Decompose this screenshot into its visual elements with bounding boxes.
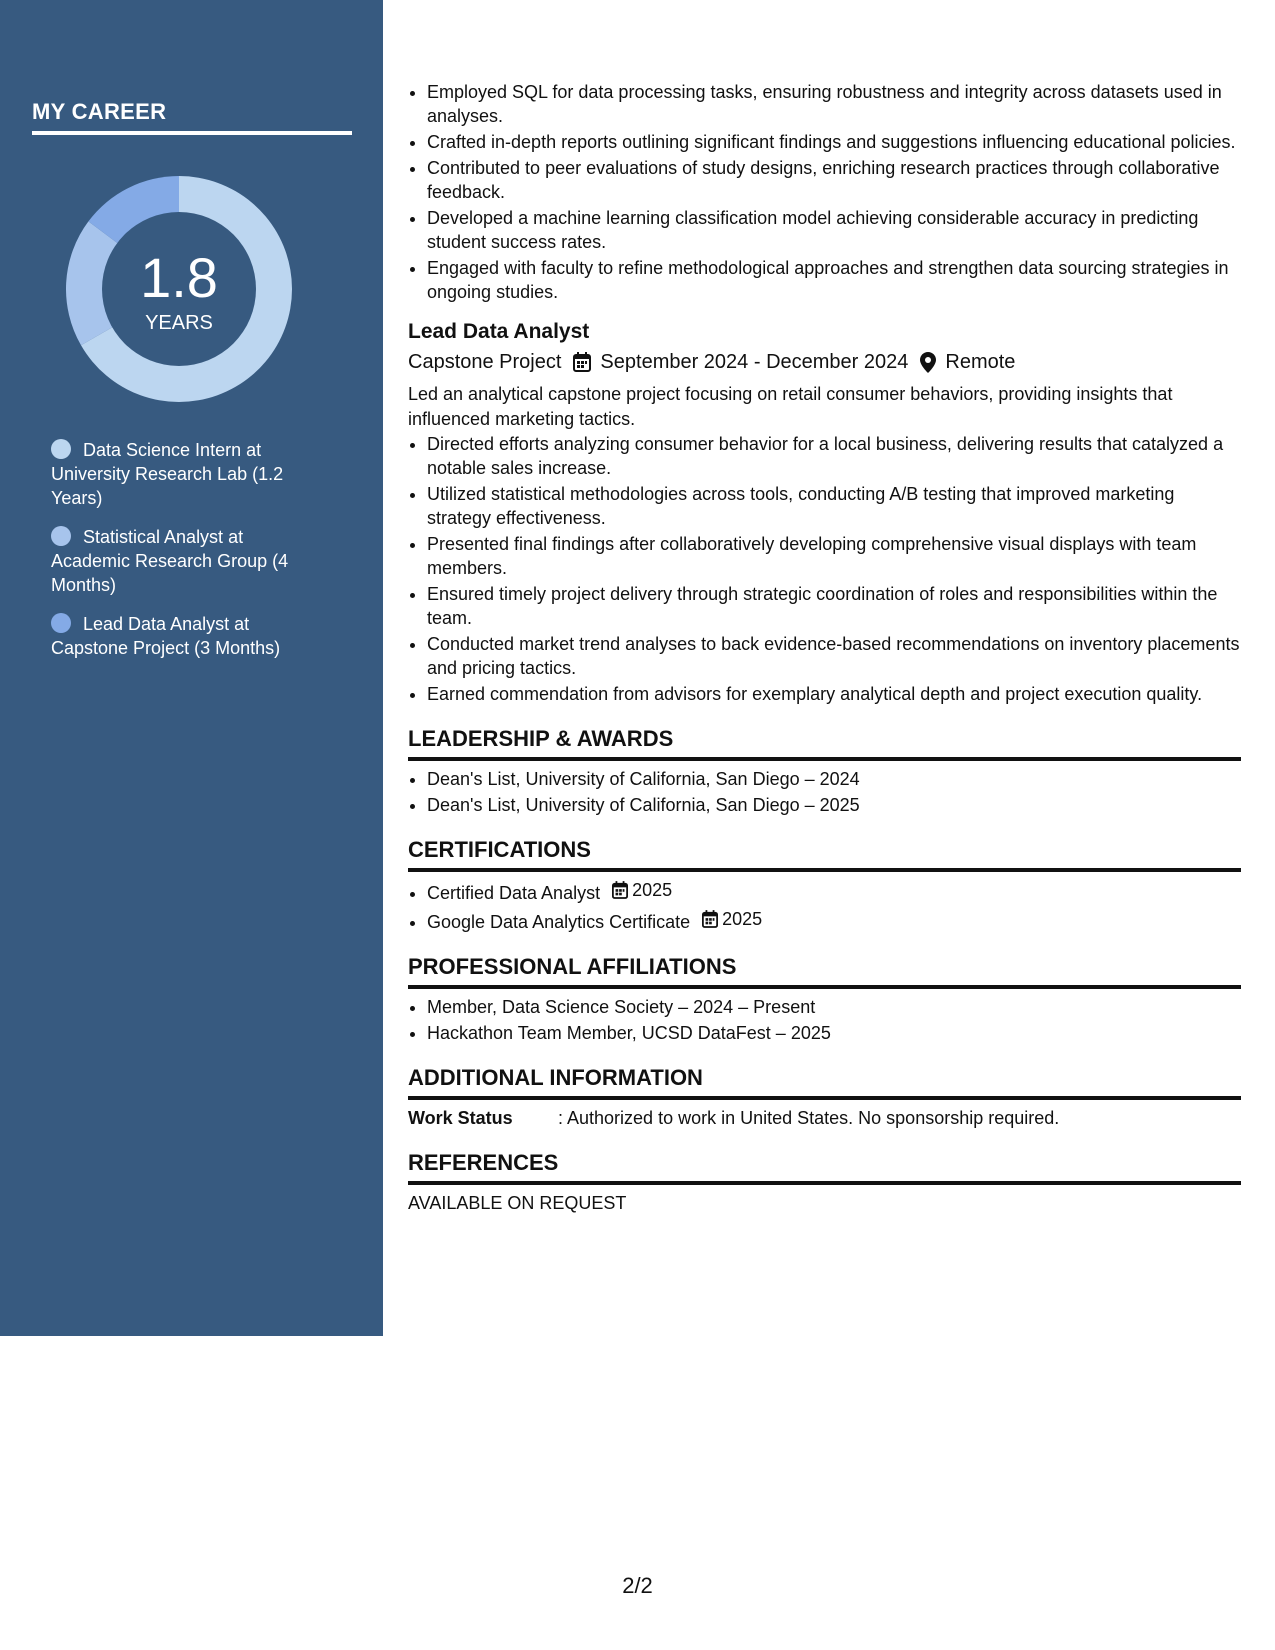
job-bullets <box>408 432 1241 706</box>
calendar-icon <box>612 881 628 899</box>
job-dates: September 2024 - December 2024 <box>600 351 909 373</box>
career-legend-label: Statistical Analyst at Academic Research Group (4 Months) <box>51 527 289 595</box>
list-item: • Utilized statistical methodologies across tools, conducting A/B testing that improved marketing strategy effectiveness. <box>427 482 1241 530</box>
list-item <box>427 907 1241 934</box>
resume-main-column <box>408 80 1241 1214</box>
work-status-row <box>408 1106 1241 1130</box>
leadership-list <box>408 767 1241 817</box>
job-title: Lead Data Analyst <box>408 320 590 343</box>
list-item: • Presented final findings after collaboratively developing comprehensive visual displays with team members. <box>427 532 1241 580</box>
list-item: • Dean's List, University of California, San Diego – 2024 <box>427 767 1241 791</box>
career-legend-item <box>51 612 311 660</box>
legend-dot-icon <box>51 526 71 546</box>
page-number: 2/2 <box>622 1573 653 1598</box>
section-heading-affiliations: PROFESSIONAL AFFILIATIONS <box>408 952 1241 989</box>
work-status-value: : Authorized to work in United States. No sponsorship required. <box>558 1108 1060 1128</box>
certification-name: Google Data Analytics Certificate <box>427 912 691 932</box>
sidebar-title: MY CAREER <box>32 99 352 135</box>
calendar-icon <box>702 910 718 928</box>
total-years-unit: YEARS <box>145 312 213 334</box>
legend-dot-icon <box>51 613 71 633</box>
location-pin-icon <box>920 352 936 373</box>
certification-name: Certified Data Analyst <box>427 883 601 903</box>
list-item: • Engaged with faculty to refine methodological approaches and strengthen data sourcing strategies in ongoing studies. <box>427 256 1241 304</box>
list-item: • Employed SQL for data processing tasks, ensuring robustness and integrity across datasets used in analyses. <box>427 80 1241 128</box>
references-text: AVAILABLE ON REQUEST <box>408 1193 627 1213</box>
section-heading-leadership: LEADERSHIP & AWARDS <box>408 724 1241 761</box>
list-item: • Ensured timely project delivery through strategic coordination of roles and responsibilities within the team. <box>427 582 1241 630</box>
career-legend <box>51 438 311 675</box>
list-item: • Earned commendation from advisors for exemplary analytical depth and project execution quality. <box>427 682 1241 706</box>
job-meta <box>408 348 1241 376</box>
list-item: • Member, Data Science Society – 2024 – Present <box>427 995 1241 1019</box>
career-legend-label: Data Science Intern at University Research Lab (1.2 Years) <box>51 440 284 508</box>
section-heading-additional-info: ADDITIONAL INFORMATION <box>408 1063 1241 1100</box>
career-legend-label: Lead Data Analyst at Capstone Project (3 Months) <box>51 614 281 658</box>
affiliations-list <box>408 995 1241 1045</box>
career-sidebar <box>0 0 383 1336</box>
certification-year: 2025 <box>722 909 763 929</box>
certifications-list <box>408 878 1241 934</box>
work-status-label: Work Status <box>408 1108 513 1128</box>
job-location: Remote <box>945 351 1016 373</box>
certification-date <box>612 878 672 902</box>
legend-dot-icon <box>51 439 71 459</box>
total-years-value: 1.8 <box>140 246 218 309</box>
career-legend-item <box>51 525 311 597</box>
job-company: Capstone Project <box>408 351 562 373</box>
section-heading-references: REFERENCES <box>408 1148 1241 1185</box>
list-item: • Crafted in-depth reports outlining significant findings and suggestions influencing educational policies. <box>427 130 1241 154</box>
list-item: • Conducted market trend analyses to back evidence-based recommendations on inventory placements and pricing tactics. <box>427 632 1241 680</box>
certification-year: 2025 <box>632 880 673 900</box>
list-item: • Hackathon Team Member, UCSD DataFest – 2025 <box>427 1021 1241 1045</box>
previous-job-bullets <box>408 80 1241 304</box>
calendar-icon <box>573 352 591 372</box>
list-item: • Contributed to peer evaluations of study designs, enriching research practices through collaborative feedback. <box>427 156 1241 204</box>
list-item <box>427 878 1241 905</box>
job-description: Led an analytical capstone project focusing on retail consumer behaviors, providing insights that influenced marketing tactics. <box>408 384 1173 429</box>
section-heading-certifications: CERTIFICATIONS <box>408 835 1241 872</box>
list-item: • Dean's List, University of California, San Diego – 2025 <box>427 793 1241 817</box>
career-legend-item <box>51 438 311 510</box>
list-item: • Directed efforts analyzing consumer behavior for a local business, delivering results that catalyzed a notable sales increase. <box>427 432 1241 480</box>
certification-date <box>702 907 762 931</box>
list-item: • Developed a machine learning classification model achieving considerable accuracy in predicting student success rates. <box>427 206 1241 254</box>
